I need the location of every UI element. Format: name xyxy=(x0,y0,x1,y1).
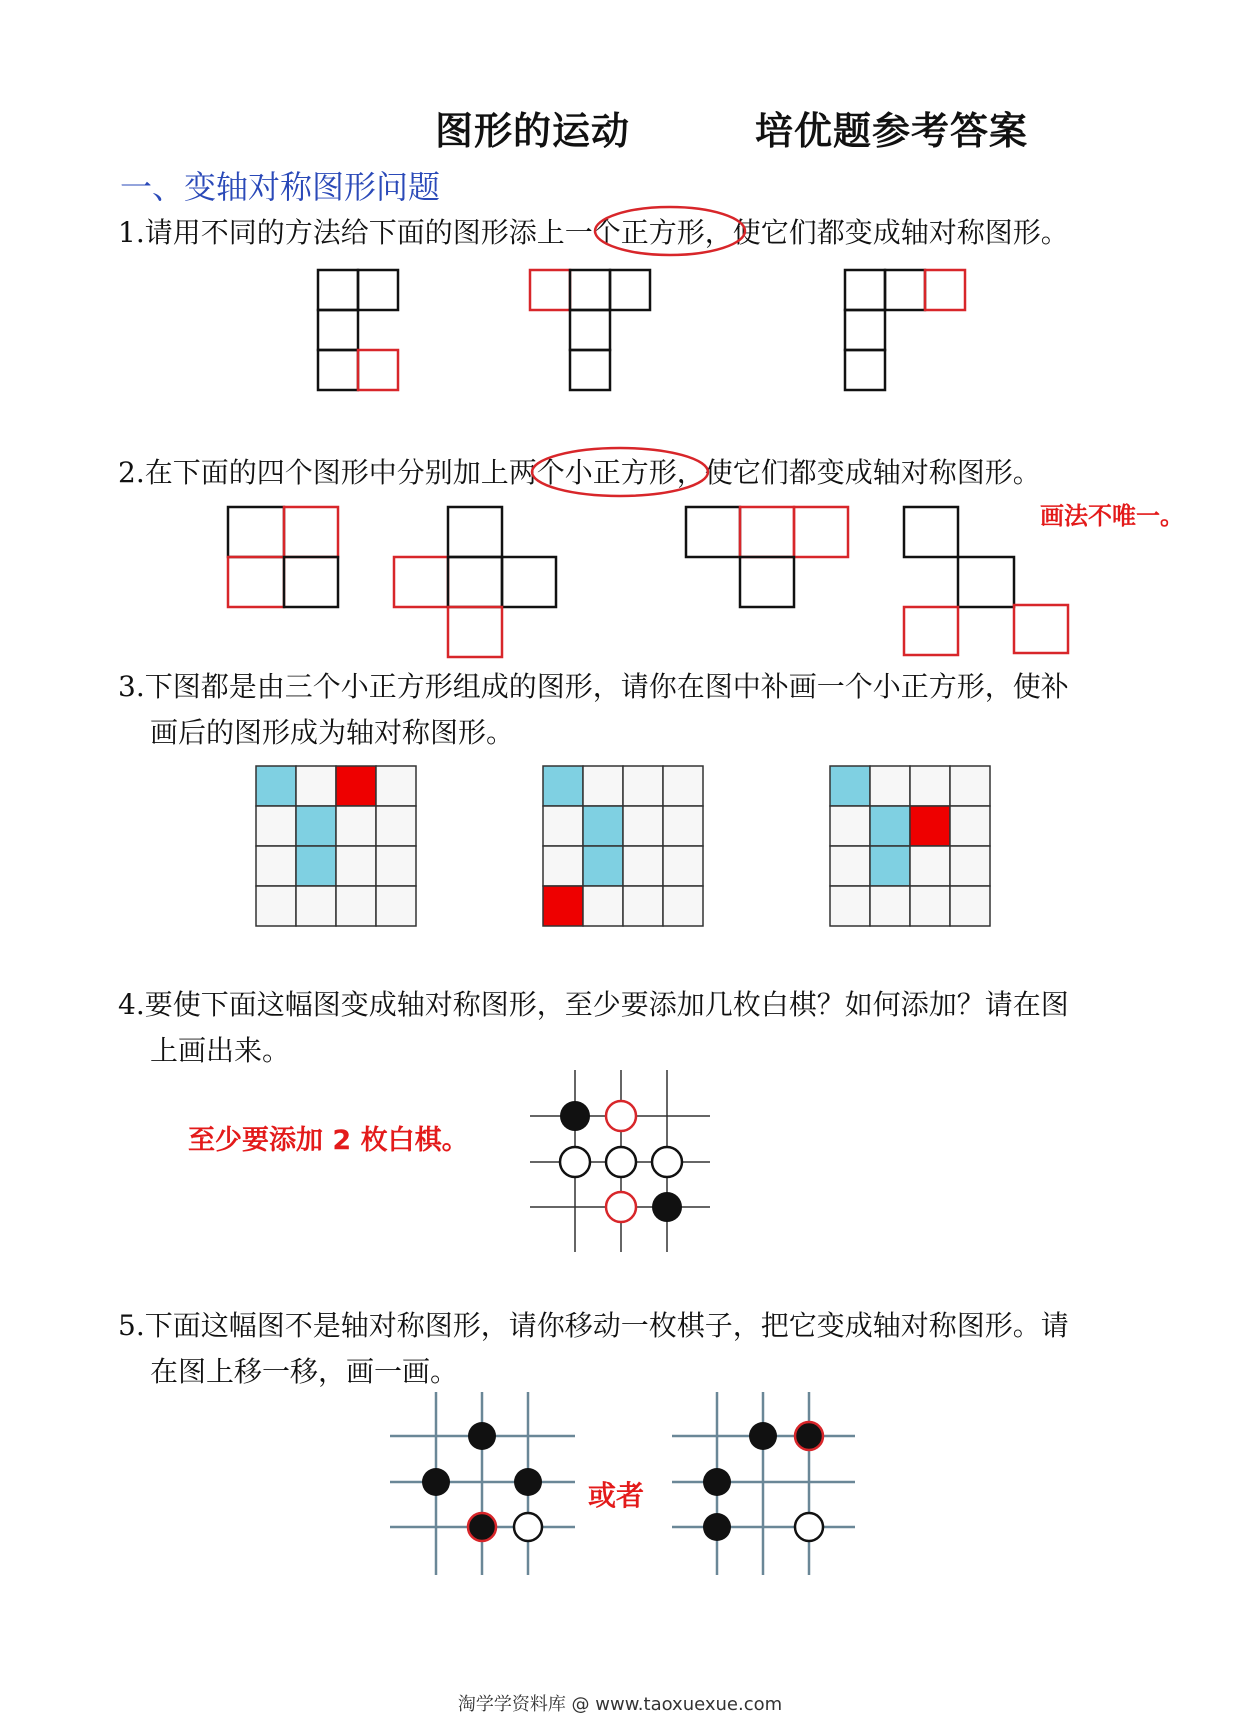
black-stone xyxy=(749,1422,777,1450)
question-5-line-2: 在图上移一移，画一画。 xyxy=(150,1355,459,1388)
question-4-line-2: 上画出来。 xyxy=(150,1034,291,1067)
black-stone xyxy=(703,1513,731,1541)
white-stone xyxy=(795,1513,823,1541)
question-3-line-1: 3.下图都是由三个小正方形组成的图形，请你在图中补画一个小正方形，使补 xyxy=(118,670,1069,703)
moved-black-stone xyxy=(795,1422,823,1450)
moved-black-stone xyxy=(468,1513,496,1541)
footer-watermark: 淘学学资料库 @ www.taoxuexue.com xyxy=(457,1694,783,1715)
black-stone xyxy=(703,1468,731,1496)
white-stone xyxy=(514,1513,542,1541)
or-label: 或者 xyxy=(588,1479,645,1512)
page-title-right: 培优题参考答案 xyxy=(755,109,1029,153)
page-title-left: 图形的运动 xyxy=(435,109,631,153)
question-1-text: 1.请用不同的方法给下面的图形添上一个正方形，使它们都变成轴对称图形。 xyxy=(118,216,1069,249)
answer-note-not-unique: 画法不唯一。 xyxy=(1040,502,1184,530)
black-stone xyxy=(468,1422,496,1450)
black-stone xyxy=(514,1468,542,1496)
answer-q4: 至少要添加 2 枚白棋。 xyxy=(188,1125,469,1156)
q5-go-board-2 xyxy=(672,1392,855,1575)
question-3-line-2: 画后的图形成为轴对称图形。 xyxy=(150,716,515,749)
black-stone xyxy=(422,1468,450,1496)
question-4-line-1: 4.要使下面这幅图变成轴对称图形，至少要添加几枚白棋？如何添加？请在图 xyxy=(118,988,1069,1021)
question-5-line-1: 5.下面这幅图不是轴对称图形，请你移动一枚棋子，把它变成轴对称图形。请 xyxy=(118,1309,1069,1342)
section-heading: 一、变轴对称图形问题 xyxy=(120,168,441,206)
question-2-text: 2.在下面的四个图形中分别加上两个小正方形，使它们都变成轴对称图形。 xyxy=(118,456,1041,489)
q5-go-board-1 xyxy=(390,1392,575,1575)
